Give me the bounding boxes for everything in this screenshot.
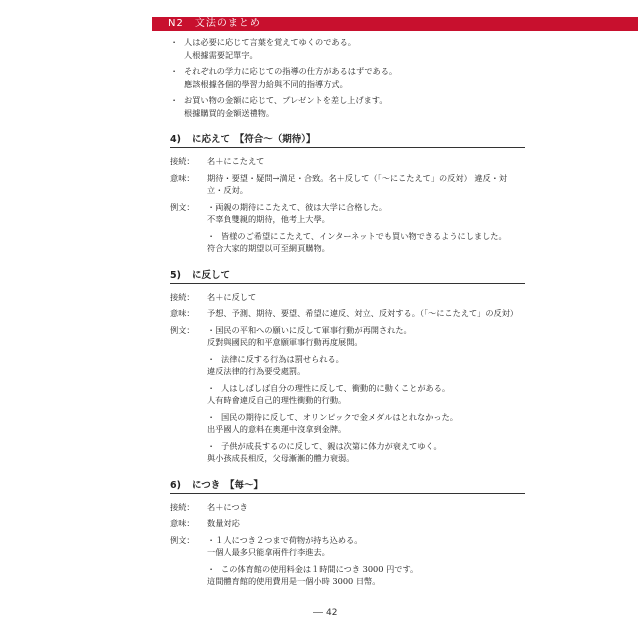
section-heading: 4) に応えて 【符合～（期待）】 [170, 131, 525, 148]
bullet-icon: ・ [207, 534, 216, 545]
bullet-icon: ・ [207, 382, 216, 393]
connection-row: 接続： 名＋につき [170, 501, 248, 512]
example-item: ・ 人はしばしば自分の理性に反して、衝動的に動くことがある。 [207, 382, 451, 393]
meaning-row: 意味： 予想、予測、期待、要望、希望に違反、対立、反対する。（「～にこたえて」の反対） [170, 308, 519, 318]
example-item: ・ それぞれの学力に応じての指導の仕方があるはずである。 [170, 66, 398, 76]
meaning-continued: 立・反対。 [207, 185, 248, 195]
bullet-icon: ・ [170, 37, 179, 47]
example-translation: 符合大家的期望以可至網頁購物。 [207, 243, 330, 253]
grammar-section-5 [170, 267, 525, 465]
example-translation: 根據購買的金額送禮物。 [184, 107, 275, 118]
example-translation: 與小孩成長相反，父母漸漸的體力衰弱。 [207, 453, 355, 463]
example-item: ・ 法律に反する行為は罰せられる。 [207, 353, 344, 364]
meaning-row: 意味： 数量対応 [170, 518, 240, 528]
example-translation: 人根據需要記單字。 [184, 49, 258, 60]
bullet-icon: ・ [207, 440, 216, 451]
example-item: ・ お買い物の金額に応じて、プレゼントを差し上げます。 [170, 95, 388, 105]
example-item: ・ 子供が成長するのに反して、親は次第に体力が衰えてゆく。 [207, 440, 442, 451]
content-area [170, 36, 525, 592]
example-row: 例文： ・１人につき２つまで荷物が持ち込める。 [170, 534, 363, 545]
footer-dash [313, 612, 323, 613]
bullet-icon: ・ [207, 201, 216, 212]
bullet-icon: ・ [170, 66, 179, 76]
example-translation: 這間體育館的使用費用是一個小時 3000 日幣。 [207, 576, 381, 586]
example-item: ・ 国民の期待に反して、オリンピックで金メダルはとれなかった。 [207, 411, 458, 422]
example-translation: 人有時會違反自己的理性衝動的行動。 [207, 395, 347, 405]
example-translation: 反對與國民的和平意願軍事行動再度展開。 [207, 337, 363, 347]
example-row: 例文： ・国民の平和への願いに反して軍事行動が再開された。 [170, 324, 412, 335]
bullet-icon: ・ [170, 95, 179, 105]
section-heading: 6) につき 【每～】 [170, 477, 525, 494]
section-heading: 5) に反して [170, 267, 525, 284]
example-item: ・ 人は必要に応じて言葉を覚えてゆくのである。 [170, 37, 356, 47]
page-header: N2 文法のまとめ [152, 17, 638, 31]
connection-row: 接続： 名＋にこたえて [170, 156, 265, 166]
example-translation: 出乎國人的意料在奧運中沒拿到金牌。 [207, 424, 347, 434]
bullet-icon: ・ [207, 411, 216, 422]
bullet-icon: ・ [207, 563, 216, 574]
example-item: ・ この体育館の使用料金は１時間につき 3000 円です。 [207, 563, 419, 574]
example-item: ・ 皆様のご希望にこたえて、インターネットでも買い物できるようにしました。 [207, 230, 507, 241]
intro-examples [170, 36, 525, 119]
example-translation: 一個人最多只能拿兩件行李進去。 [207, 547, 330, 557]
bullet-icon: ・ [207, 353, 216, 364]
bullet-icon: ・ [207, 230, 216, 241]
connection-row: 接続： 名＋に反して [170, 291, 257, 302]
meaning-row: 意味： 期待・要望・疑問→満足・合致。名＋反して（「～にこたえて」の反対） 違反・対 [170, 172, 508, 183]
grammar-section-4 [170, 131, 525, 255]
grammar-section-6 [170, 477, 525, 588]
page-number: 42 [326, 608, 338, 618]
bullet-icon: ・ [207, 324, 216, 335]
example-translation: 違反法律的行為要受處罰。 [207, 366, 306, 376]
example-row: 例文： ・両親の期待にこたえて、彼は大学に合格した。 [170, 201, 387, 212]
example-translation: 不辜負雙親的期待，他考上大學。 [207, 214, 330, 224]
example-translation: 應該根據各個的學習力給與不同的指導方式。 [184, 78, 348, 89]
page-footer [313, 608, 337, 618]
